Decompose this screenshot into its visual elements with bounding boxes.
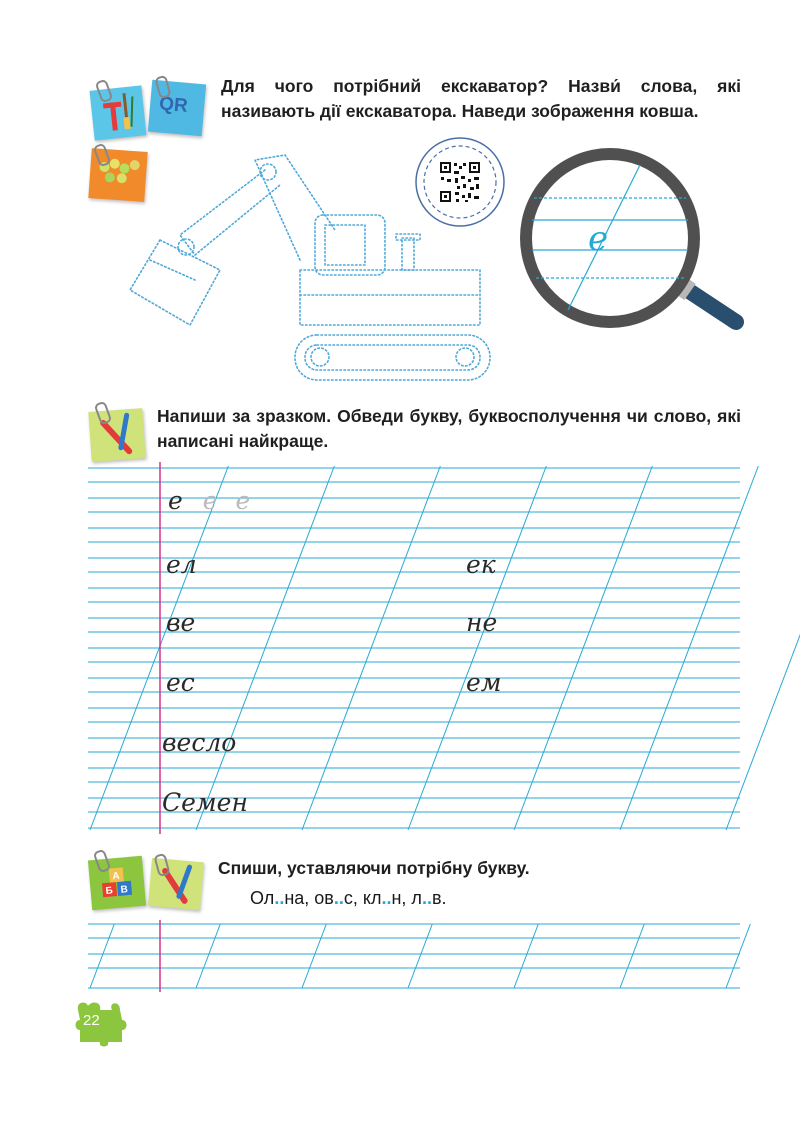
sample-word: ве — [166, 608, 196, 637]
svg-text:В: В — [120, 884, 129, 896]
slant-line — [302, 924, 326, 988]
slant-line — [196, 924, 220, 988]
missing-letter-gap: .. — [421, 888, 432, 908]
sample-word: весло — [162, 728, 237, 757]
task2-instruction: Напиши за зразком. Обведи букву, буквосполучення чи слово, які написані найкраще. — [157, 406, 741, 451]
slant-line — [408, 924, 432, 988]
sample-word: Семен — [162, 788, 248, 817]
task3-exercise-line: Ол..на, ов..с, кл..н, л..в. — [250, 888, 447, 908]
magnifying-glass-letter-sample — [510, 140, 750, 340]
svg-text:Б: Б — [105, 885, 114, 897]
page-number: 22 — [83, 1012, 100, 1029]
page-number-badge — [72, 998, 128, 1048]
handwriting-ruling-exercise — [0, 918, 800, 994]
sample-word: ек — [466, 550, 496, 579]
sample-letter: е е е — [168, 486, 251, 515]
traceable-letter: е — [202, 486, 218, 515]
qr-code-image — [412, 134, 508, 230]
sample-word: ем — [466, 668, 502, 697]
sample-word: не — [466, 608, 498, 637]
slant-line — [620, 924, 644, 988]
slant-line — [726, 924, 750, 988]
missing-letter-gap: .. — [381, 888, 392, 908]
svg-text:А: А — [111, 870, 121, 883]
sample-word: ел — [166, 550, 197, 579]
missing-letter-gap: .. — [333, 888, 344, 908]
task1-instruction: Для чого потрібний екскаватор? Назви́ слова, які називають дії екскаватора. Наведи зображення ковша. — [221, 76, 741, 121]
handwriting-ruling-main — [0, 460, 800, 840]
slant-line — [514, 924, 538, 988]
qr-label: QR — [158, 93, 189, 117]
magnifier-letter: e — [588, 219, 609, 259]
traceable-letter: е — [235, 486, 251, 515]
slant-line — [90, 924, 114, 988]
sample-word: ес — [166, 668, 195, 697]
task3-instruction: Спиши, уставляючи потрібну букву. — [218, 858, 530, 878]
missing-letter-gap: .. — [274, 888, 285, 908]
